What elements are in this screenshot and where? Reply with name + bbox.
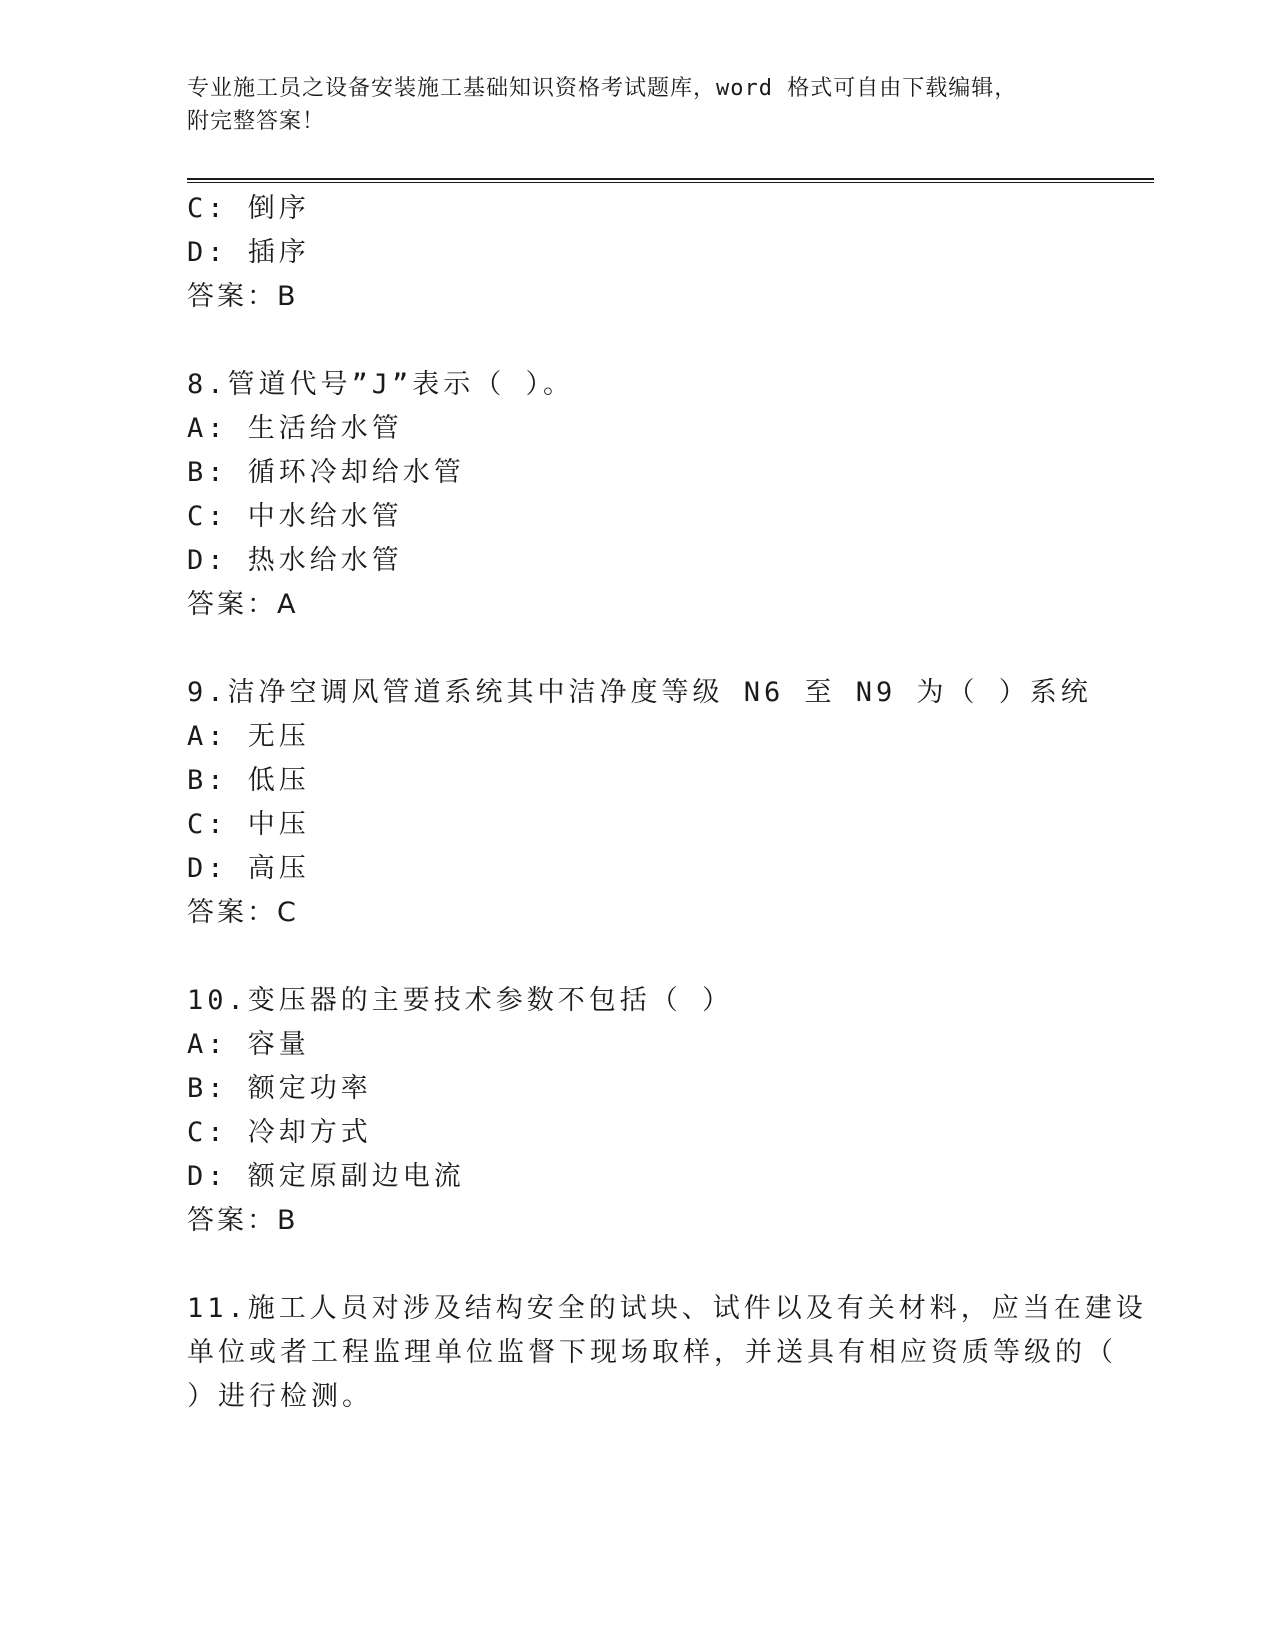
- question-stem: 10.变压器的主要技术参数不包括（ ）: [187, 985, 734, 1016]
- header-line-2: 附完整答案！: [187, 109, 326, 134]
- option-c: C: 倒序: [187, 193, 310, 224]
- header-line-1: 专业施工员之设备安装施工基础知识资格考试题库，word 格式可自由下载编辑，: [187, 76, 1018, 101]
- option-a: A: 容量: [187, 1029, 310, 1060]
- option-a: A: 无压: [187, 721, 310, 752]
- answer: 答案：A: [187, 589, 299, 620]
- answer: 答案：C: [187, 897, 299, 928]
- option-d: D: 热水给水管: [187, 545, 403, 576]
- option-a: A: 生活给水管: [187, 413, 403, 444]
- option-d: D: 高压: [187, 853, 310, 884]
- question-stem-line-3: ）进行检测。: [187, 1381, 373, 1412]
- option-c: C: 中压: [187, 809, 310, 840]
- header-rule-thick: [187, 178, 1154, 180]
- header-rule-thin: [187, 182, 1154, 183]
- option-d: D: 额定原副边电流: [187, 1161, 465, 1192]
- option-d: D: 插序: [187, 237, 310, 268]
- document-header: [187, 72, 1067, 138]
- question-stem-line-1: 11.施工人员对涉及结构安全的试块、试件以及有关材料，应当在建设: [187, 1293, 1147, 1324]
- option-c: C: 中水给水管: [187, 501, 403, 532]
- option-b: B: 循环冷却给水管: [187, 457, 465, 488]
- question-stem: 9.洁净空调风管道系统其中洁净度等级 N6 至 N9 为（ ）系统: [187, 677, 1092, 708]
- option-b: B: 额定功率: [187, 1073, 372, 1104]
- option-b: B: 低压: [187, 765, 310, 796]
- question-stem-line-2: 单位或者工程监理单位监督下现场取样，并送具有相应资质等级的（: [187, 1337, 1117, 1368]
- answer: 答案：B: [187, 281, 299, 312]
- option-c: C: 冷却方式: [187, 1117, 372, 1148]
- question-stem: 8.管道代号”J”表示（ ）。: [187, 369, 575, 400]
- answer: 答案：B: [187, 1205, 299, 1236]
